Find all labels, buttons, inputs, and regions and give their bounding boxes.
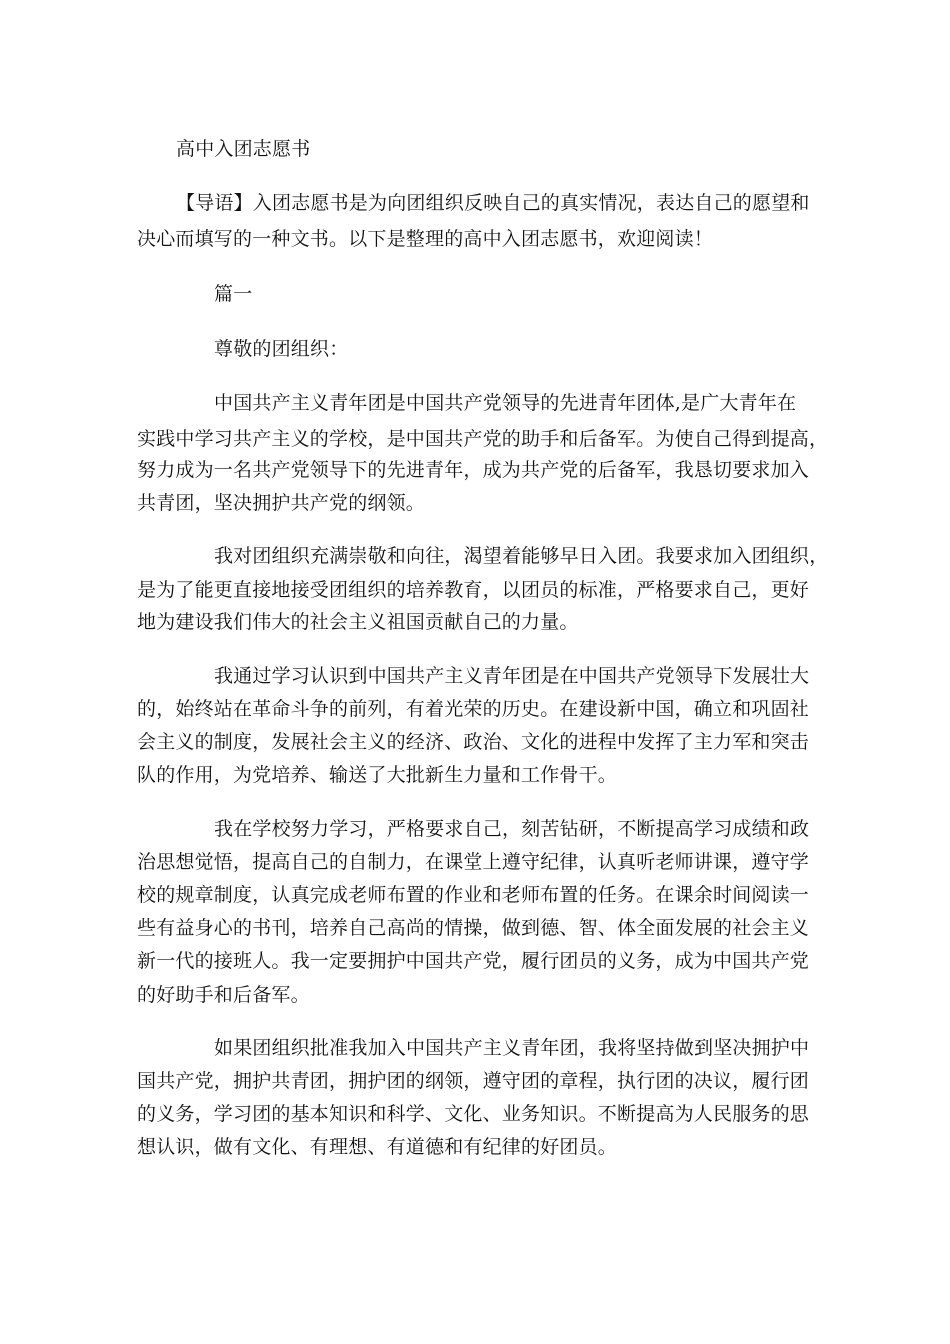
salutation: 尊敬的团组织： xyxy=(214,338,349,360)
paragraph-3-line-1: 我通过学习认识到中国共产主义青年团是在中国共产党领导下发展壮大 xyxy=(214,665,810,687)
document-title: 高中入团志愿书 xyxy=(176,138,311,160)
paragraph-2-line-1: 我对团组织充满崇敬和向往，渴望着能够早日入团。我要求加入团组织， xyxy=(214,545,829,567)
paragraph-5-line-2: 国共产党，拥护共青团，拥护团的纲领，遵守团的章程，执行团的决议，履行团 xyxy=(137,1070,810,1092)
intro-line-2: 决心而填写的一种文书。以下是整理的高中入团志愿书，欢迎阅读！ xyxy=(137,228,714,250)
section-label: 篇一 xyxy=(214,283,253,305)
paragraph-3-line-2: 的，始终站在革命斗争的前列，有着光荣的历史。在建设新中国，确立和巩固社 xyxy=(137,698,810,720)
paragraph-3-line-4: 队的作用，为党培养、输送了大批新生力量和工作骨干。 xyxy=(137,764,618,786)
paragraph-5-line-1: 如果团组织批准我加入中国共产主义青年团，我将坚持做到坚决拥护中 xyxy=(214,1037,810,1059)
paragraph-4-line-1: 我在学校努力学习，严格要求自己，刻苦钻研，不断提高学习成绩和政 xyxy=(214,818,810,840)
paragraph-5-line-4: 想认识，做有文化、有理想、有道德和有纪律的好团员。 xyxy=(137,1136,618,1158)
paragraph-1-line-2: 实践中学习共产主义的学校，是中国共产党的助手和后备军。为使自己得到提高， xyxy=(137,428,829,450)
paragraph-1-line-3: 努力成为一名共产党领导下的先进青年，成为共产党的后备军，我恳切要求加入 xyxy=(137,459,810,481)
paragraph-4-line-6: 的好助手和后备军。 xyxy=(137,984,310,1006)
paragraph-5-line-3: 的义务，学习团的基本知识和科学、文化、业务知识。不断提高为人民服务的思 xyxy=(137,1103,810,1125)
paragraph-4-line-3: 校的规章制度，认真完成老师布置的作业和老师布置的任务。在课余时间阅读一 xyxy=(137,884,810,906)
paragraph-1-line-1: 中国共产主义青年团是中国共产党领导的先进青年团体,是广大青年在 xyxy=(214,392,797,414)
paragraph-2-line-2: 是为了能更直接地接受团组织的培养教育，以团员的标准，严格要求自己，更好 xyxy=(137,579,810,601)
paragraph-4-line-4: 些有益身心的书刊，培养自己高尚的情操，做到德、智、体全面发展的社会主义 xyxy=(137,917,810,939)
paragraph-1-line-4: 共青团，坚决拥护共产党的纲领。 xyxy=(137,492,426,514)
paragraph-3-line-3: 会主义的制度，发展社会主义的经济、政治、文化的进程中发挥了主力军和突击 xyxy=(137,731,810,753)
paragraph-4-line-5: 新一代的接班人。我一定要拥护中国共产党，履行团员的义务，成为中国共产党 xyxy=(137,950,810,972)
paragraph-2-line-3: 地为建设我们伟大的社会主义祖国贡献自己的力量。 xyxy=(137,611,579,633)
paragraph-4-line-2: 治思想觉悟，提高自己的自制力，在课堂上遵守纪律，认真听老师讲课，遵守学 xyxy=(137,851,810,873)
intro-line-1: 【导语】入团志愿书是为向团组织反映自己的真实情况，表达自己的愿望和 xyxy=(176,192,810,214)
